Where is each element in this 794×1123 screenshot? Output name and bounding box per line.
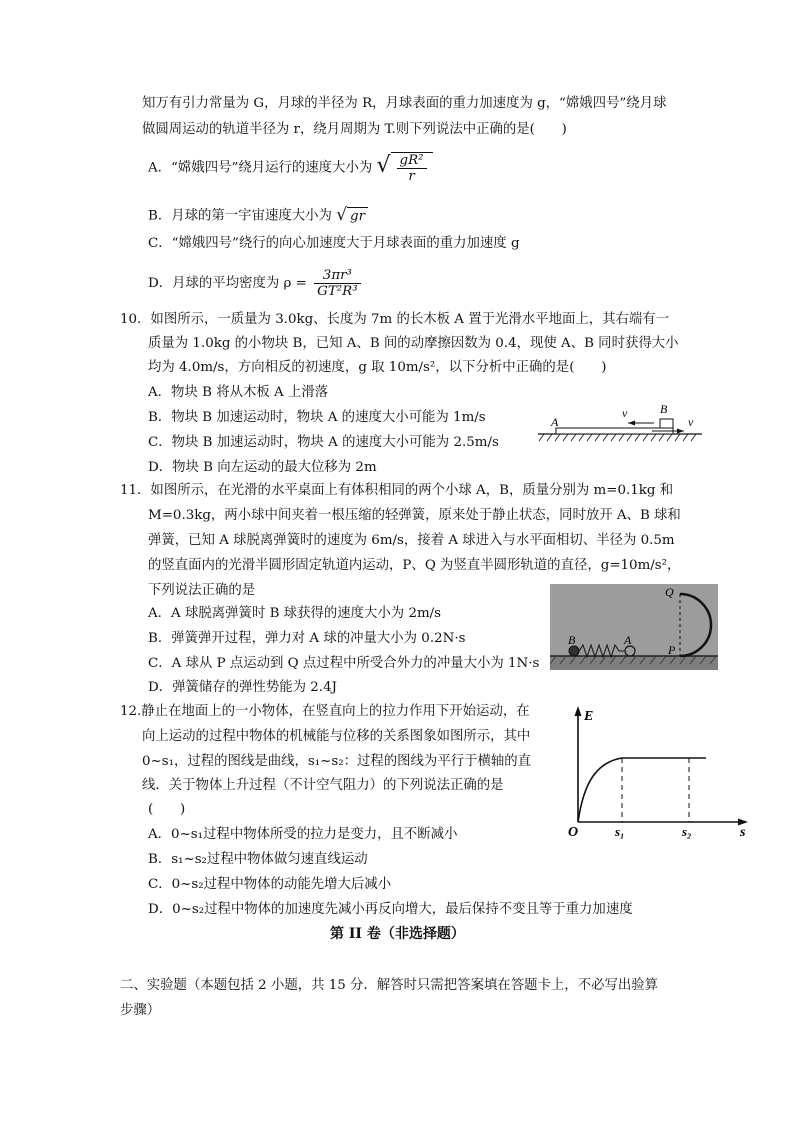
label-ball-a: A	[624, 633, 632, 647]
section-heading-line1: 二、实验题（本题包括 2 小题，共 15 分．解答时只需把答案填在答题卡上，不必写出验算	[120, 978, 659, 993]
fraction-denominator: GT²R³	[317, 284, 358, 299]
energy-curve	[578, 758, 706, 822]
q9-stem-line2: 做圆周运动的轨道半径为 r，绕月周期为 T.则下列说法中正确的是( )	[142, 122, 567, 137]
section-title: 第 II 卷（非选择题）	[330, 926, 465, 942]
axis-label-s: s	[740, 825, 746, 840]
energy-displacement-graph	[560, 700, 756, 842]
q9-stem-line1: 知万有引力常量为 G，月球的半径为 R，月球表面的重力加速度为 g，“嫦娥四号”绕月球	[142, 96, 667, 111]
sqrt-radicand: gr	[347, 207, 368, 226]
board-block-figure	[536, 398, 706, 448]
q9-option-d-text: D．月球的平均密度为 ρ =	[148, 276, 307, 291]
label-q: Q	[665, 585, 674, 599]
q11-option-a: A．A 球脱离弹簧时 B 球获得的速度大小为 2m/s	[148, 606, 442, 621]
label-ball-b: B	[568, 633, 576, 647]
q12-option-d: D．0~s₂过程中物体的加速度先减小再反向增大，最后保持不变且等于重力加速度	[148, 902, 633, 917]
q11-stem-line5: 下列说法正确的是	[148, 583, 256, 598]
q9-option-b-text: B．月球的第一宇宙速度大小为	[148, 208, 332, 224]
q11-option-d: D．弹簧储存的弹性势能为 2.4J	[148, 680, 337, 695]
q9-option-a	[148, 152, 433, 184]
axis-label-e: E	[584, 709, 594, 724]
label-p: P	[668, 643, 676, 657]
q9-option-c: C．“嫦娥四号”绕行的向心加速度大于月球表面的重力加速度 g	[148, 236, 520, 251]
q10-stem-line2: 质量为 1.0kg 的小物块 B，已知 A、B 间的动摩擦因数为 0.4，现使 A、B 同时获得大小	[148, 336, 679, 351]
q12-option-b: B．s₁~s₂过程中物体做匀速直线运动	[148, 852, 368, 867]
q10-option-d: D．物块 B 向左运动的最大位移为 2m	[148, 460, 377, 475]
q11-option-c: C．A 球从 P 点运动到 Q 点过程中所受合外力的冲量大小为 1N·s	[148, 656, 540, 671]
ball-b	[569, 646, 579, 656]
q12-option-c: C．0~s₂过程中物体的动能先增大后减小	[148, 877, 392, 892]
tick-label-s1: s₁	[615, 824, 625, 839]
q10-option-c: C．物块 B 加速运动时，物块 A 的速度大小可能为 2.5m/s	[148, 435, 499, 450]
q10-stem-line1: 10．如图所示，一质量为 3.0kg、长度为 7m 的长木板 A 置于光滑水平地面上，其右端有一	[120, 312, 670, 327]
q12-option-a: A．0~s₁过程中物体所受的拉力是变力，且不断减小	[148, 827, 458, 842]
q12-stem-line4: 线．关于物体上升过程（不计空气阻力）的下列说法正确的是	[142, 778, 504, 793]
tick-label-s2: s₂	[682, 824, 692, 839]
label-a: A	[551, 415, 559, 429]
velocity-label-b: v	[622, 406, 628, 420]
q11-stem-line2: M=0.3kg，两小球中间夹着一根压缩的轻弹簧，原来处于静止状态，同时放开 A、B 球和	[148, 508, 681, 523]
q10-stem-line3: 均为 4.0m/s，方向相反的初速度，g 取 10m/s²，以下分析中正确的是( )	[148, 360, 607, 375]
label-b: B	[660, 402, 668, 416]
q10-option-b: B．物块 B 加速运动时，物块 A 的速度大小可能为 1m/s	[148, 410, 486, 425]
block-b	[660, 419, 673, 428]
q11-stem-line3: 弹簧，已知 A 球脱离弹簧时的速度为 6m/s，接着 A 球进入与水平面相切、半径为 0.5m	[148, 533, 675, 548]
q12-stem-line1: 12.静止在地面上的一小物体，在竖直向上的拉力作用下开始运动，在	[120, 704, 530, 719]
q12-stem-line5: ( )	[148, 802, 186, 817]
q9-option-a-text: A．“嫦娥四号”绕月运行的速度大小为	[148, 160, 373, 176]
q10-option-a: A．物块 B 将从木板 A 上滑落	[148, 385, 329, 400]
spring-track-figure	[550, 584, 718, 670]
q12-stem-line3: 0~s₁，过程的图线是曲线，s₁~s₂：过程的图线为平行于横轴的直	[142, 754, 532, 769]
q9-option-b	[148, 206, 368, 226]
q11-stem-line4: 的竖直面内的光滑半圆形固定轨道内运动，P、Q 为竖直半圆形轨道的直径，g=10m/s²，	[148, 558, 681, 573]
fraction-denominator: r	[408, 169, 415, 184]
sqrt-expression: √ $\frac{\text{gR²}}{r}$	[377, 152, 433, 184]
q9-option-d	[148, 268, 364, 299]
q12-stem-line2: 向上运动的过程中物体的机械能与位移的关系图象如图所示，其中	[142, 729, 531, 744]
density-fraction	[314, 268, 360, 299]
section-heading-line2: 步骤）	[120, 1003, 161, 1018]
fraction-numerator: gR²	[397, 153, 427, 169]
q11-stem-line1: 11．如图所示，在光滑的水平桌面上有体积相同的两个小球 A，B，质量分别为 m=0.1kg 和	[120, 483, 674, 498]
q11-option-b: B．弹簧弹开过程，弹力对 A 球的冲量大小为 0.2N·s	[148, 631, 466, 646]
origin-label: O	[568, 825, 579, 840]
velocity-label-a: v	[688, 415, 694, 429]
sqrt-expression: √ gr	[336, 206, 368, 226]
ball-a	[625, 646, 635, 656]
fraction-numerator: 3πr³	[314, 268, 360, 284]
